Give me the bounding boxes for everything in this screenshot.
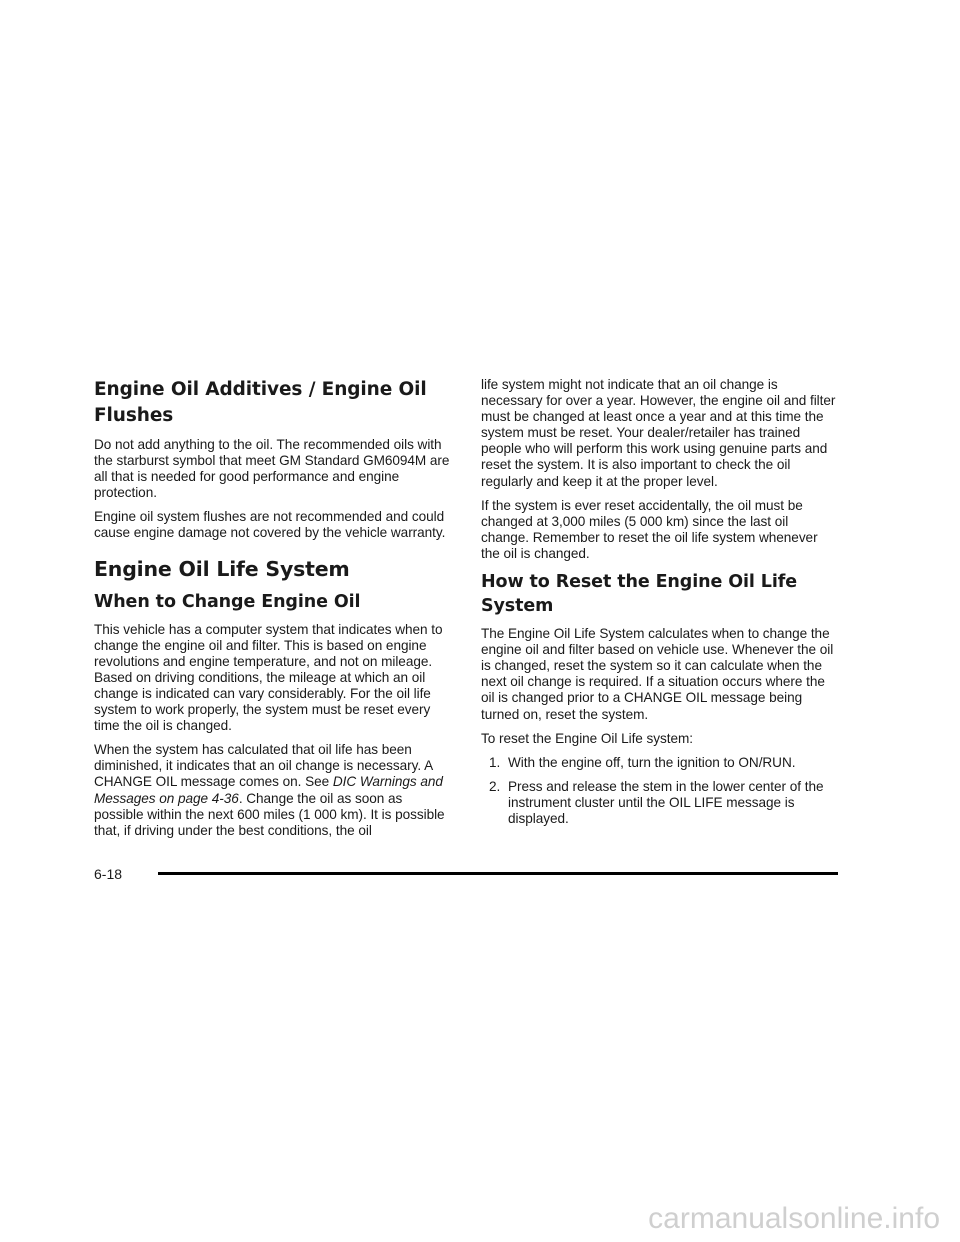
paragraph-when-2-text-b: . Change the oil as soon as possible within the next 600 miles (1 000 km). It is possible that, if driving under the best conditions, the oil [94, 790, 445, 838]
cross-reference-link[interactable]: DIC Warnings and Messages on page 4-36 [94, 774, 443, 806]
heading-oil-life-system: Engine Oil Life System [94, 556, 350, 581]
heading-when-to-change: When to Change Engine Oil [94, 591, 361, 612]
step-text: With the engine off, turn the ignition to ON/RUN. [508, 754, 796, 770]
heading-oil-additives: Engine Oil Additives / Engine Oil Flushes [94, 379, 427, 426]
left-column [94, 377, 450, 847]
paragraph-additives-2: Engine oil system flushes are not recommended and could cause engine damage not covered by the vehicle warranty. [94, 509, 446, 541]
footer-rule [158, 872, 838, 875]
paragraph-when-1: This vehicle has a computer system that indicates when to change the engine oil and filter. This is based on engine revolutions and engine temperature, and not on mileage. Based on driving conditions, the mileage at which an oil change is indicated can vary considerably. For the oil life system to work properly, the system must be reset every time the oil is changed. [94, 621, 443, 734]
watermark: carmanualsonline.info [648, 1202, 940, 1235]
paragraph-reset-1: The Engine Oil Life System calculates when to change the engine oil and filter based on vehicle use. Whenever the oil is changed, reset the system so it can calculate when the next oil change is required. If a situation occurs where the oil is changed prior to a CHANGE OIL message being turned on, reset the system. [481, 626, 834, 722]
paragraph-accidental-reset: If the system is ever reset accidentally, the oil must be changed at 3,000 miles (5 000 km) since the last oil change. Remember to reset the oil life system whenever the oil is changed. [481, 497, 818, 561]
right-column [481, 377, 837, 835]
step-text: Press and release the stem in the lower center of the instrument cluster until the OIL LIFE message is displayed. [508, 778, 824, 826]
paragraph-continued: life system might not indicate that an oil change is necessary for over a year. However, the engine oil and filter must be changed at least once a year and at this time the system must be reset. Your dealer/retailer has trained people who will perform this work using genuine parts and reset the system. It is also important to check the oil regularly and keep it at the proper level. [481, 377, 836, 489]
heading-how-to-reset: How to Reset the Engine Oil Life System [481, 572, 798, 617]
step-number: 1. [489, 754, 501, 770]
step-number: 2. [489, 778, 501, 794]
paragraph-additives-1: Do not add anything to the oil. The recommended oils with the starburst symbol that meet GM Standard GM6094M are all that is needed for good performance and engine protection. [94, 437, 450, 501]
paragraph-reset-2: To reset the Engine Oil Life system: [481, 730, 694, 746]
list-item [481, 779, 837, 827]
page-number: 6-18 [94, 866, 123, 882]
paragraph-when-2 [94, 742, 450, 839]
paragraph-when-2-text-a: When the system has calculated that oil life has been diminished, it indicates that an oil change is necessary. A CHANGE OIL message comes on. See [94, 742, 433, 790]
reset-steps-list [481, 755, 837, 827]
list-item [481, 755, 837, 771]
